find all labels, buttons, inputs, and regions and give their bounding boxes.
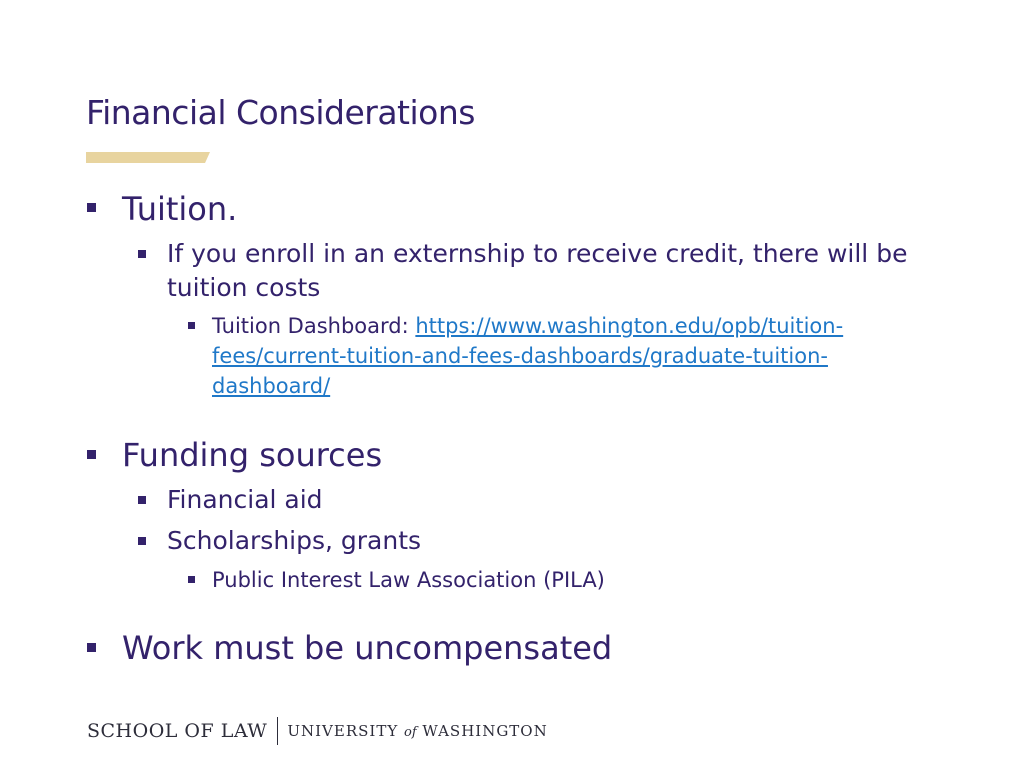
bullet-square-icon xyxy=(138,250,146,258)
bullet-square-icon xyxy=(138,537,146,545)
bullet-scholarships: Scholarships, grants xyxy=(167,526,422,555)
footer-logo xyxy=(87,716,548,746)
footer-university-post: WASHINGTON xyxy=(416,722,548,740)
bullet-square-icon xyxy=(188,322,195,329)
bullet-square-icon xyxy=(138,496,146,504)
bullet-tuition-costs-line2: tuition costs xyxy=(167,273,321,302)
footer-university-of: of xyxy=(404,725,417,740)
footer-divider xyxy=(277,717,278,745)
bullet-financial-aid: Financial aid xyxy=(167,485,323,514)
tuition-dashboard-link-line2[interactable]: fees/current-tuition-and-fees-dashboards/graduate-tuition- xyxy=(212,344,828,368)
bullet-tuition: Tuition. xyxy=(122,190,238,228)
footer-school-of-law: SCHOOL OF LAW xyxy=(87,720,268,742)
bullet-tuition-dashboard xyxy=(212,311,843,401)
tuition-dashboard-link[interactable]: https://www.washington.edu/opb/tuition- xyxy=(415,314,844,338)
bullet-square-icon xyxy=(87,450,96,459)
bullet-pila: Public Interest Law Association (PILA) xyxy=(212,568,605,592)
footer-university-pre: UNIVERSITY xyxy=(287,722,404,740)
slide-title: Financial Considerations xyxy=(86,93,475,132)
bullet-tuition-costs xyxy=(167,237,907,305)
tuition-dashboard-link-line3[interactable]: dashboard/ xyxy=(212,374,331,398)
title-underline-bar xyxy=(86,152,210,163)
bullet-work-uncompensated: Work must be uncompensated xyxy=(122,629,613,667)
tuition-dashboard-label: Tuition Dashboard: xyxy=(212,314,416,338)
bullet-square-icon xyxy=(188,576,195,583)
bullet-square-icon xyxy=(87,643,96,652)
bullet-funding-sources: Funding sources xyxy=(122,436,383,474)
bullet-tuition-costs-line1: If you enroll in an externship to receive credit, there will be xyxy=(167,239,908,268)
footer-university xyxy=(287,722,547,740)
bullet-square-icon xyxy=(87,203,96,212)
